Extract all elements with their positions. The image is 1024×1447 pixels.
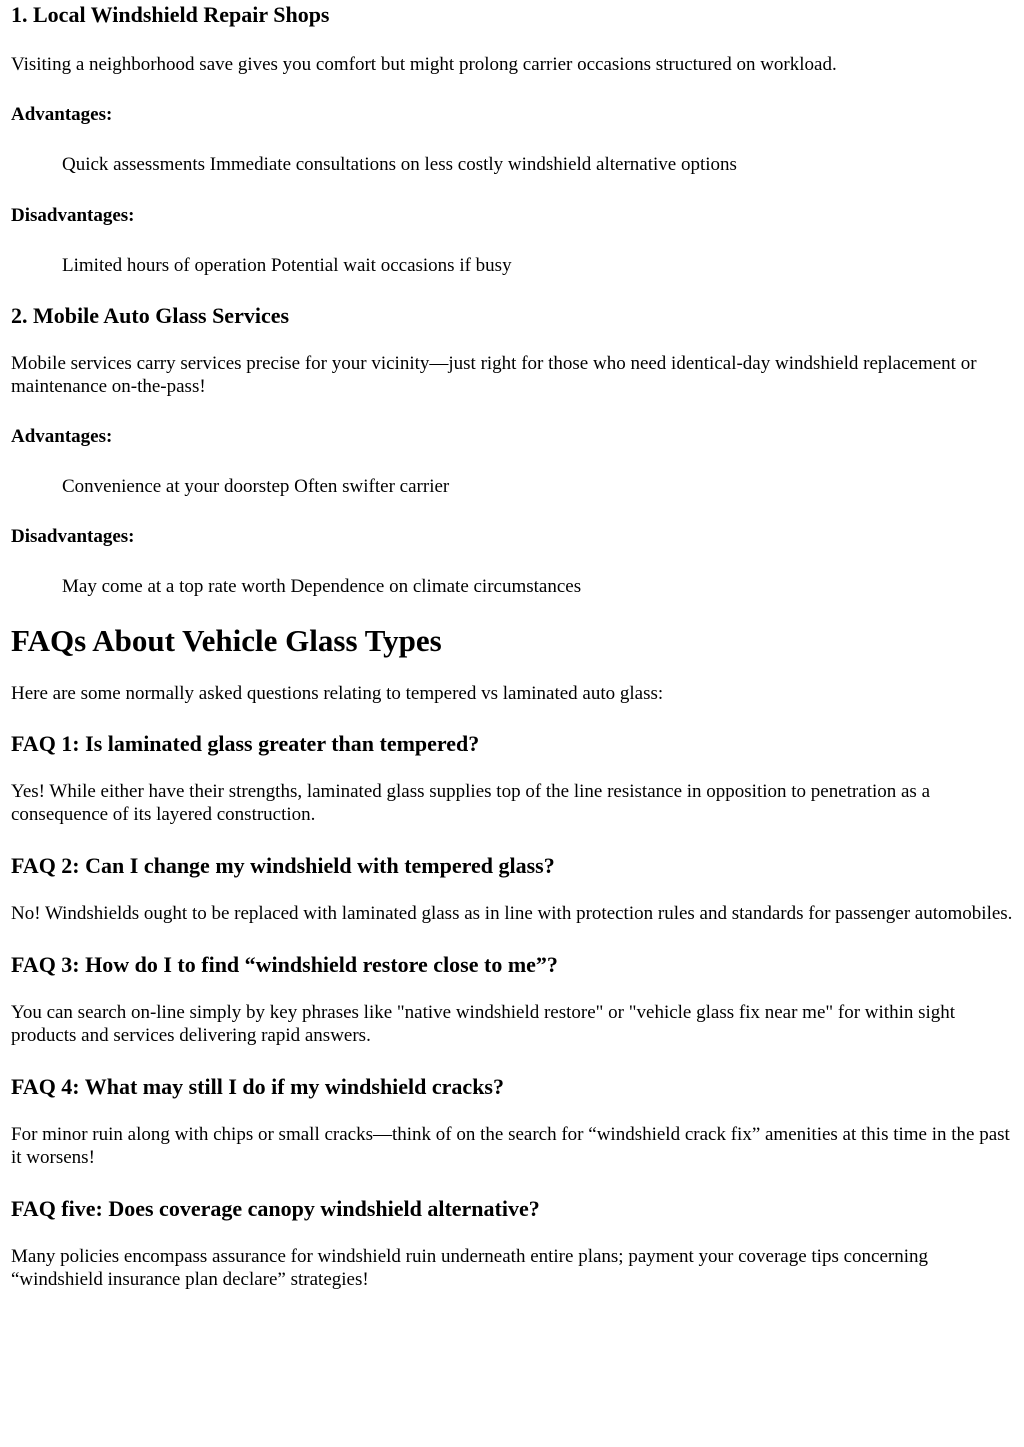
disadvantages-label: Disadvantages: [11,526,135,547]
section-heading-mobile-services: 2. Mobile Auto Glass Services [11,303,290,328]
faq-question: FAQ 4: What may still I do if my windshield cracks? [11,1074,504,1099]
section-intro-mobile-services: Mobile services carry services precise for your vicinity—just right for those who need identical-day windshield replacement or maintenance on-the-pass! [11,353,977,397]
faq-answer: For minor ruin along with chips or small cracks—think of on the search for “windshield crack fix” amenities at this time in the past it worsens! [11,1124,1010,1168]
advantages-label: Advantages: [11,104,113,125]
faq-question: FAQ 1: Is laminated glass greater than tempered? [11,731,480,756]
faq-answer: You can search on-line simply by key phrases like "native windshield restore" or "vehicle glass fix near me" for within sight products and services delivering rapid answers. [11,1002,956,1046]
faq-answer: No! Windshields ought to be replaced with laminated glass as in line with protection rules and standards for passenger automobiles. [11,903,1013,924]
disadvantages-label: Disadvantages: [11,205,135,226]
advantages-text: Quick assessments Immediate consultations on less costly windshield alternative options [62,154,737,175]
disadvantages-text: Limited hours of operation Potential wait occasions if busy [62,255,512,276]
section-intro-local-shops: Visiting a neighborhood save gives you comfort but might prolong carrier occasions structured on workload. [11,54,837,75]
faq-question: FAQ 3: How do I to find “windshield restore close to me”? [11,952,558,977]
faq-question: FAQ five: Does coverage canopy windshield alternative? [11,1196,540,1221]
article-body [0,1,1024,1291]
faq-answer: Many policies encompass assurance for windshield ruin underneath entire plans; payment your coverage tips concerning “windshield insurance plan declare” strategies! [11,1246,928,1290]
section-heading-local-shops: 1. Local Windshield Repair Shops [11,2,330,27]
faq-answer: Yes! While either have their strengths, laminated glass supplies top of the line resistance in opposition to penetration as a consequence of its layered construction. [11,781,931,825]
faqs-heading: FAQs About Vehicle Glass Types [11,623,442,658]
disadvantages-text: May come at a top rate worth Dependence on climate circumstances [62,576,582,597]
faqs-intro: Here are some normally asked questions relating to tempered vs laminated auto glass: [11,683,664,704]
advantages-text: Convenience at your doorstep Often swifter carrier [62,476,450,497]
faq-question: FAQ 2: Can I change my windshield with tempered glass? [11,853,555,878]
advantages-label: Advantages: [11,426,113,447]
